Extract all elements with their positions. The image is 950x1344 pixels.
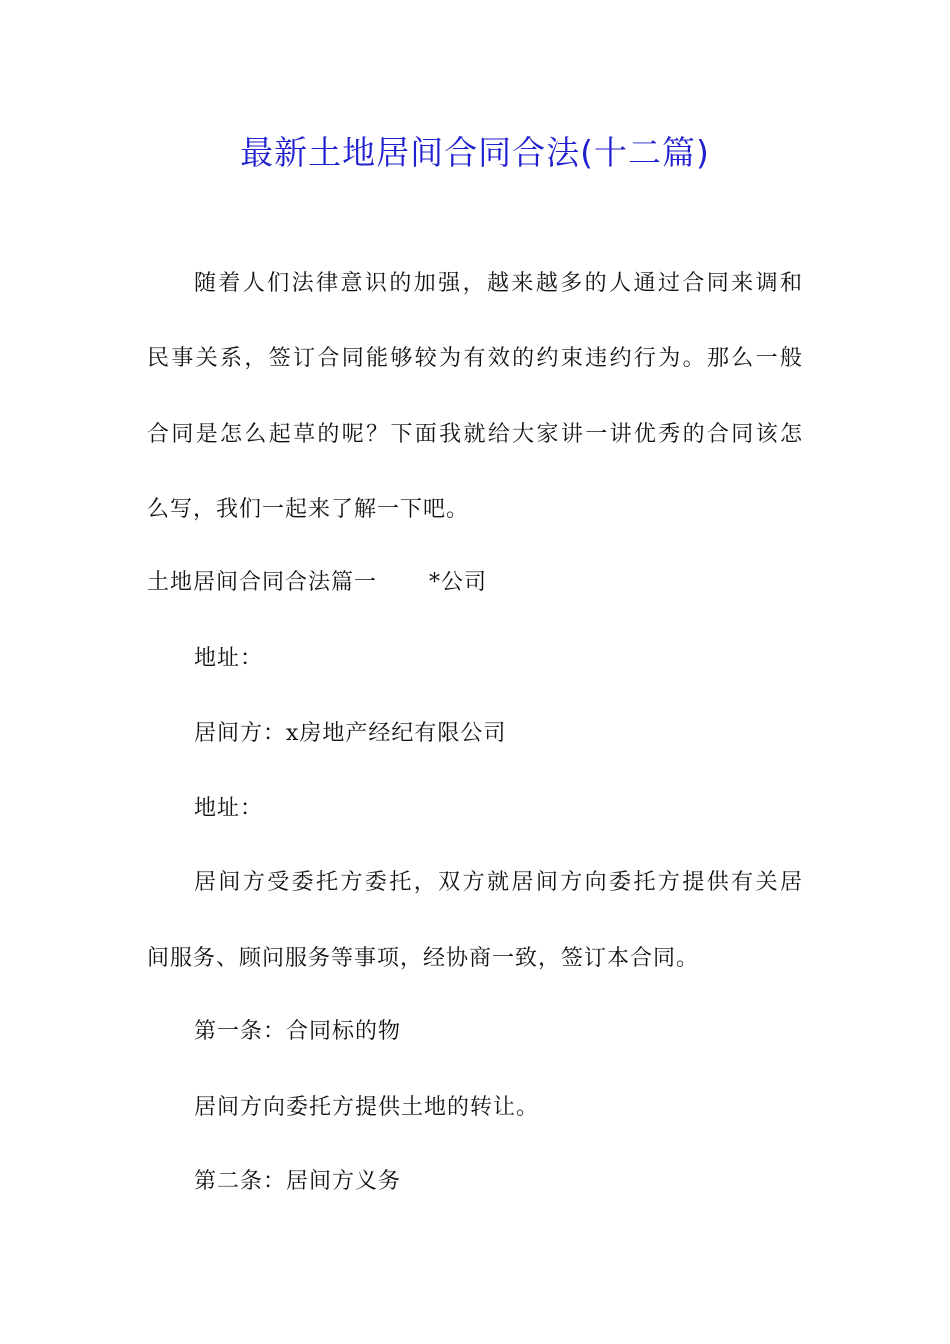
article-2-title: 第二条：居间方义务 — [194, 1169, 402, 1194]
clause-intro-line-1: 居间方受委托方委托，双方就居间方向委托方提供有关居 — [194, 870, 803, 895]
address-label-1: 地址： — [194, 646, 264, 671]
intro-line-2: 民事关系，签订合同能够较为有效的约束违约行为。那么一般 — [147, 346, 803, 371]
intro-line-4: 么写，我们一起来了解一下吧。 — [147, 497, 470, 522]
section-heading — [147, 568, 487, 598]
section-heading-text: 土地居间合同合法篇一 — [147, 570, 378, 595]
intro-line-3: 合同是怎么起草的呢？下面我就给大家讲一讲优秀的合同该怎 — [147, 422, 803, 447]
address-label-2: 地址： — [194, 796, 264, 821]
clause-intro-line-2: 间服务、顾问服务等事项，经协商一致，签订本合同。 — [147, 946, 700, 971]
section-heading-party: *公司 — [429, 570, 488, 595]
article-1-body: 居间方向委托方提供土地的转让。 — [194, 1095, 540, 1120]
intermediary-line: 居间方：x房地产经纪有限公司 — [194, 721, 507, 746]
intro-line-1: 随着人们法律意识的加强，越来越多的人通过合同来调和 — [194, 271, 803, 296]
article-1-title: 第一条：合同标的物 — [194, 1019, 402, 1044]
document-title: 最新土地居间合同合法(十二篇) — [240, 133, 710, 172]
